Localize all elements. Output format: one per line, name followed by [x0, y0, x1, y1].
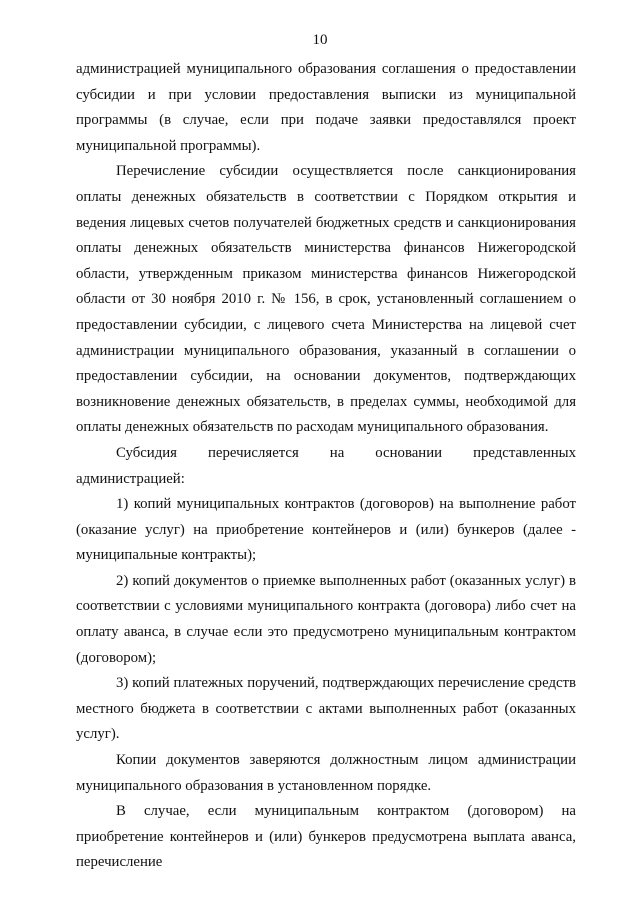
paragraph-certification: Копии документов заверяются должностным лицом администрации муниципального образования в установленном порядке. — [76, 752, 576, 794]
paragraph-continuation: администрацией муниципального образования соглашения о предоставлении субсидии и при условии предоставления выписки из муниципальной программы (в случае, если при подаче заявки предоставлялся проект муниципальной программы). — [76, 61, 576, 154]
list-item-acceptance-documents: 2) копий документов о приемке выполненных работ (оказанных услуг) в соответствии с условиями муниципального контракта (договора) либо счет на оплату аванса, в случае если это предусмотрено муниципальным контрактом (договором); — [76, 572, 576, 666]
document-body — [76, 57, 576, 876]
paragraph-subsidy-basis: Субсидия перечисляется на основании представленных администрацией: — [76, 444, 576, 487]
page-number: 10 — [312, 32, 328, 48]
list-item-payment-orders: 3) копий платежных поручений, подтверждающих перечисление средств местного бюджета в соответствии с актами выполненных работ (оказанных услуг). — [76, 675, 576, 743]
list-item-contracts: 1) копий муниципальных контрактов (договоров) на выполнение работ (оказание услуг) на приобретение контейнеров и (или) бункеров (далее - муниципальные контракты); — [76, 496, 576, 564]
paragraph-subsidy-transfer: Перечисление субсидии осуществляется после санкционирования оплаты денежных обязательств в соответствии с Порядком открытия и ведения лицевых счетов получателей бюджетных средств и санкционирования оплаты денежных обязательств министерства финансов Нижегородской области, утвержденным приказом министерства финансов Нижегородской области от 30 ноября 2010 г. № 156, в срок, установленный соглашением о предоставлении субсидии, с лицевого счета Министерства на лицевой счет администрации муниципального образования, указанный в соглашении о предоставлении субсидии, на основании документов, подтверждающих возникновение денежных обязательств, в пределах суммы, необходимой для оплаты денежных обязательств по расходам муниципального образования. — [76, 163, 576, 436]
paragraph-advance-payment: В случае, если муниципальным контрактом (договором) на приобретение контейнеров и (или) бункеров предусмотрена выплата аванса, перечисление — [76, 803, 576, 871]
